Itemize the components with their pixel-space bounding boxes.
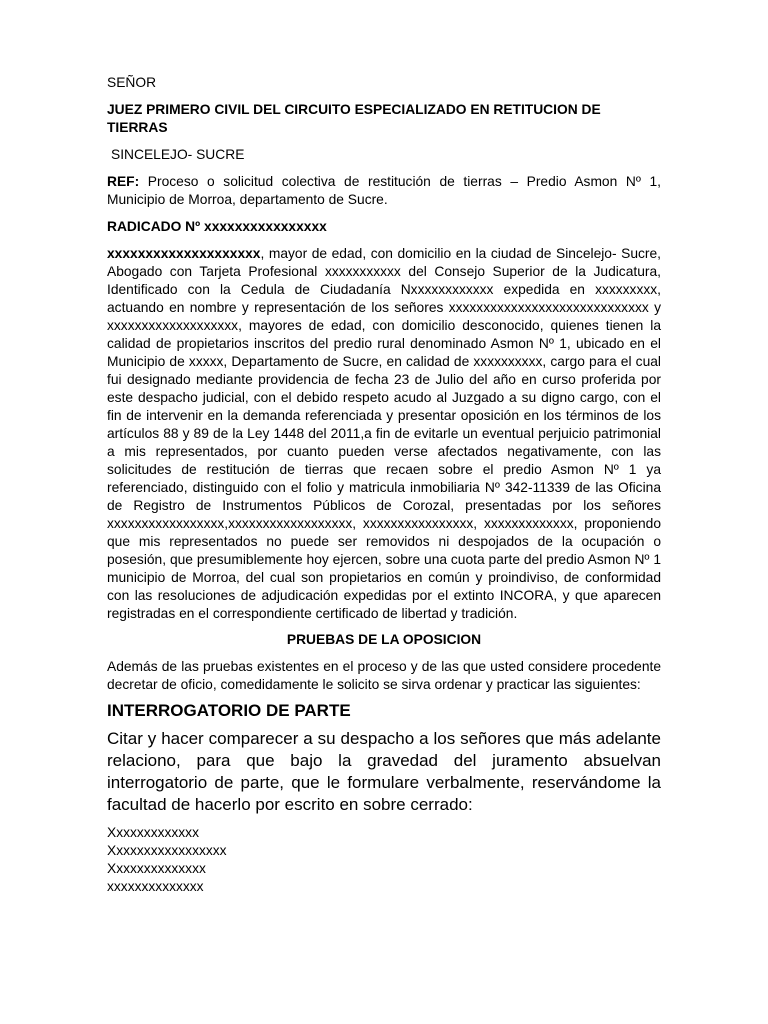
judge-title: JUEZ PRIMERO CIVIL DEL CIRCUITO ESPECIALIZADO EN RETITUCION DE TIERRAS (107, 102, 601, 135)
evidence-section-title: PRUEBAS DE LA OPOSICION (286, 632, 482, 647)
witness-name: Xxxxxxxxxxxxxx (107, 861, 206, 876)
addressee: SEÑOR (107, 75, 157, 90)
reference-paragraph (107, 173, 661, 209)
evidence-intro: Además de las pruebas existentes en el proceso y de las que usted considere procedente decretar de oficio, comedidamente le solicito se sirva ordenar y practicar las siguientes: (107, 659, 661, 692)
witness-name-list (107, 824, 661, 896)
document-page (107, 74, 661, 896)
witness-name: Xxxxxxxxxxxxxxxxx (107, 843, 227, 858)
lawyer-name: xxxxxxxxxxxxxxxxxxxx (107, 246, 261, 261)
city-line: SINCELEJO- SUCRE (111, 147, 245, 162)
reference-label: REF: (107, 174, 140, 189)
interrogation-heading: INTERROGATORIO DE PARTE (107, 701, 351, 720)
summon-paragraph: Citar y hacer comparecer a su despacho a los señores que más adelante relaciono, para que bajo la gravedad del juramento absuelvan interrogatorio de parte, que le formulare verbalmente, reservándome la facultad de hacerlo por escrito en sobre cerrado: (107, 729, 661, 814)
witness-name: xxxxxxxxxxxxxx (107, 879, 204, 894)
main-paragraph-text: , mayor de edad, con domicilio en la ciudad de Sincelejo- Sucre, Abogado con Tarjeta Profesional xxxxxxxxxxx del Consejo Superior de la Judicatura, Identificado con la Cedula de Ciudadanía Nxxxxxxxxxxxx expedida en xxxxxxxxx, actuando en nombre y representación de los señores xxxxxxxxxxxxxxxxxxxxxxxxxxxxx y xxxxxxxxxxxxxxxxxxx, mayores de edad, con domicilio desconocido, quienes tienen la calidad de propietarios inscritos del predio rural denominado Asmon Nº 1, ubicado en el Municipio de xxxxx, Departamento de Sucre, en calidad de xxxxxxxxxx, cargo para el cual fui designado mediante providencia de fecha 23 de Julio del año en curso proferida por este despacho judicial, con el debido respeto acudo al Juzgado a su digno cargo, con el fin de intervenir en la demanda referenciada y presentar oposición en los términos de los artículos 88 y 89 de la Ley 1448 del 2011,a fin de evitarle un eventual perjuicio patrimonial a mis representados, por cuanto pueden verse afectados negativamente, con las solicitudes de restitución de tierras que recaen sobre el predio Asmon Nº 1 ya referenciado, distinguido con el folio y matricula inmobiliaria Nº 342-11339 de las Oficina de Registro de Instrumentos Públicos de Corozal, presentadas por los señores xxxxxxxxxxxxxxxxx,xxxxxxxxxxxxxxxxxx, xxxxxxxxxxxxxxxx, xxxxxxxxxxxxx, proponiendo que mis representados no puede ser removidos ni despojados de la ocupación o posesión, que presumiblemente hoy ejercen, sobre una cuota parte del predio Asmon Nº 1 municipio de Morroa, del cual son propietarios en común y proindiviso, de conformidad con las resoluciones de adjudicación expedidas por el extinto INCORA, y que aparecen registradas en el correspondiente certificado de libertad y tradición. (107, 246, 661, 621)
radicado-number: RADICADO Nº xxxxxxxxxxxxxxxx (107, 219, 327, 234)
witness-name: Xxxxxxxxxxxxx (107, 825, 199, 840)
main-paragraph (107, 245, 661, 623)
reference-text: Proceso o solicitud colectiva de restitución de tierras – Predio Asmon Nº 1, Municipio de Morroa, departamento de Sucre. (107, 174, 661, 207)
